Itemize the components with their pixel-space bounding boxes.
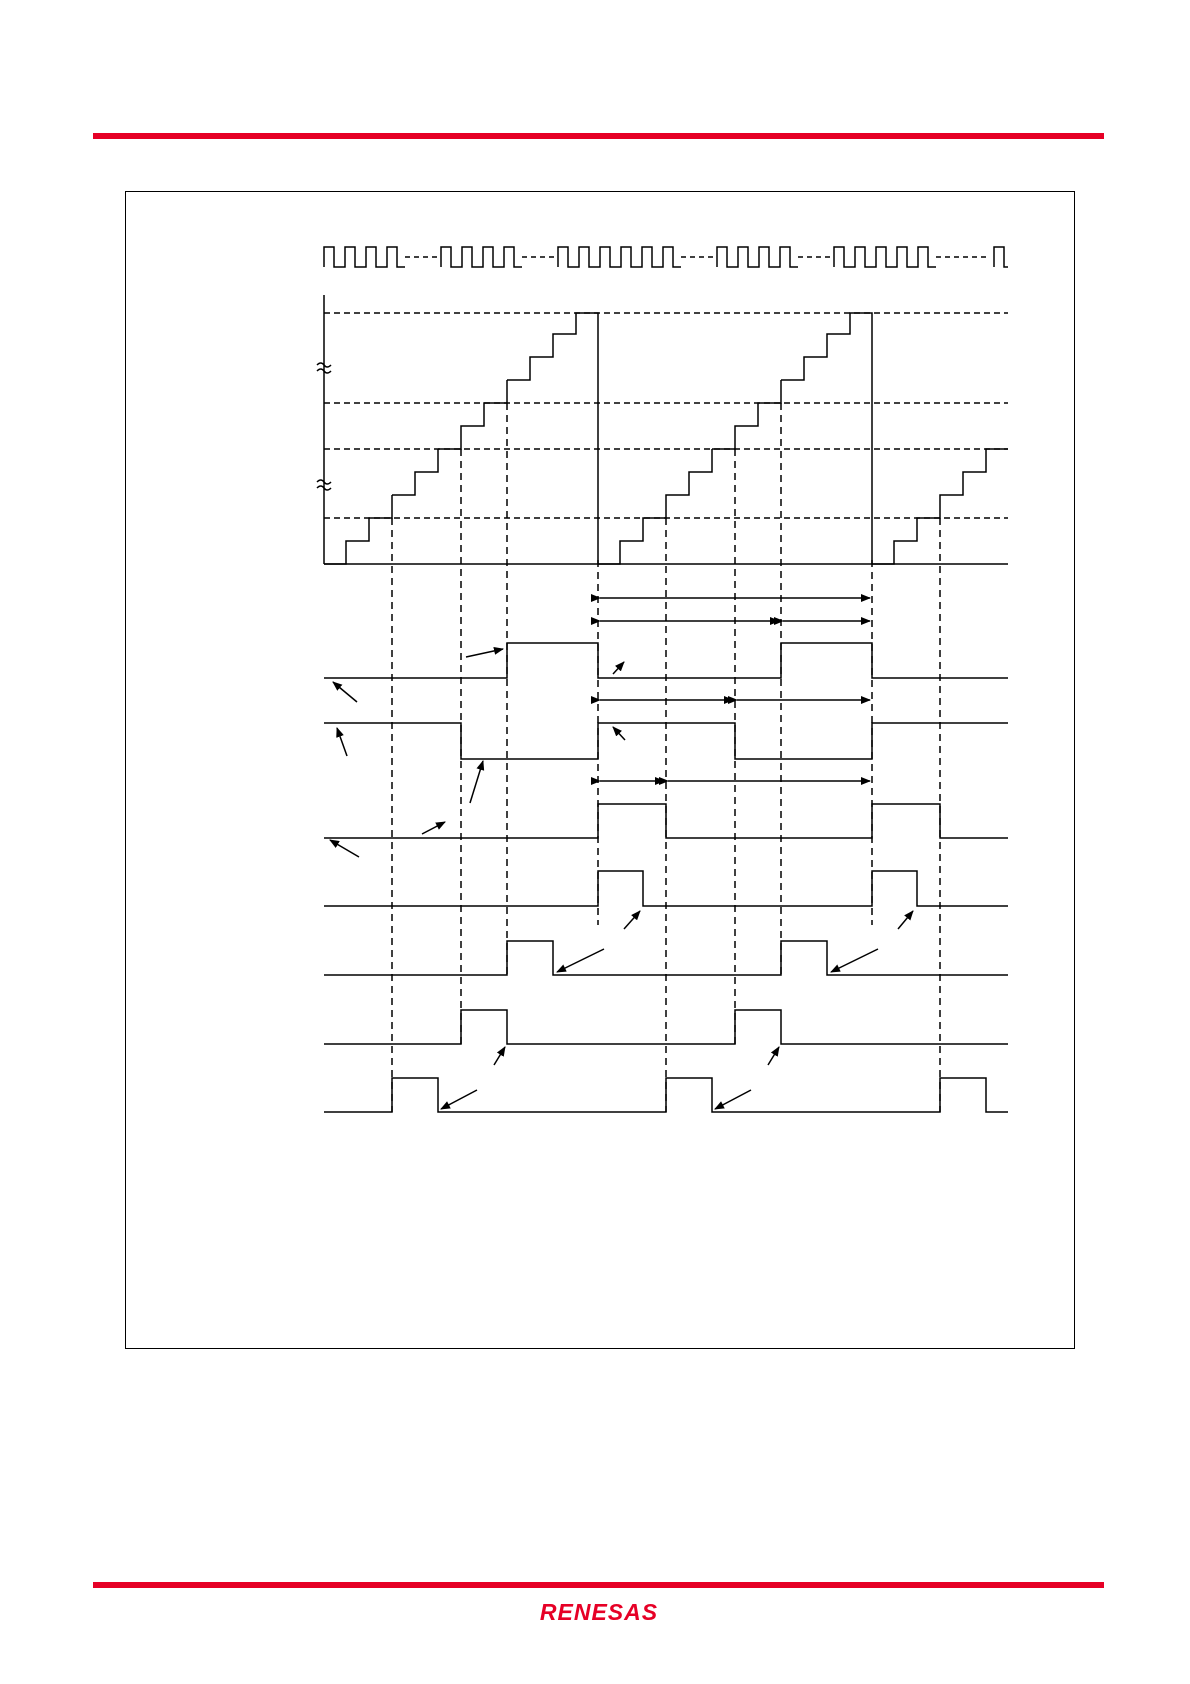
clock-waveform	[834, 247, 936, 267]
annotation-arrow	[715, 1090, 751, 1109]
renesas-logo: RENESAS	[539, 1599, 659, 1625]
counter-ramp	[392, 449, 438, 495]
annotation-arrow	[337, 728, 347, 756]
annotation-arrow	[557, 949, 604, 972]
counter-ramp	[438, 380, 507, 449]
pulse-signal-1	[324, 871, 1008, 906]
pulse-signal-2	[324, 941, 1008, 975]
annotation-arrow	[831, 949, 878, 972]
clock-waveform	[441, 247, 522, 267]
counter-ramp	[598, 449, 712, 564]
counter-ramp	[781, 313, 872, 564]
clock-waveform	[717, 247, 798, 267]
clock-waveform	[994, 247, 1008, 267]
counter-ramp	[324, 495, 392, 564]
annotation-arrow	[422, 822, 445, 834]
output-waveform-c	[324, 804, 1008, 838]
annotation-arrow	[333, 682, 357, 702]
clock-waveform	[324, 247, 405, 267]
output-waveform-a	[324, 643, 1008, 678]
clock-waveform	[558, 247, 681, 267]
annotation-arrow	[613, 662, 624, 674]
annotation-arrow	[898, 911, 913, 929]
annotation-arrow	[470, 761, 483, 803]
annotation-arrow	[624, 911, 640, 929]
annotation-arrow	[466, 649, 503, 657]
annotation-arrow	[441, 1090, 477, 1109]
annotation-arrow	[768, 1047, 779, 1065]
annotation-arrow	[494, 1047, 505, 1065]
footer-rule	[93, 1582, 1104, 1588]
annotation-arrow	[613, 727, 625, 740]
counter-ramp	[507, 313, 598, 564]
pulse-signal-4	[324, 1078, 1008, 1112]
annotation-arrow	[330, 840, 359, 857]
counter-ramp	[712, 380, 781, 449]
